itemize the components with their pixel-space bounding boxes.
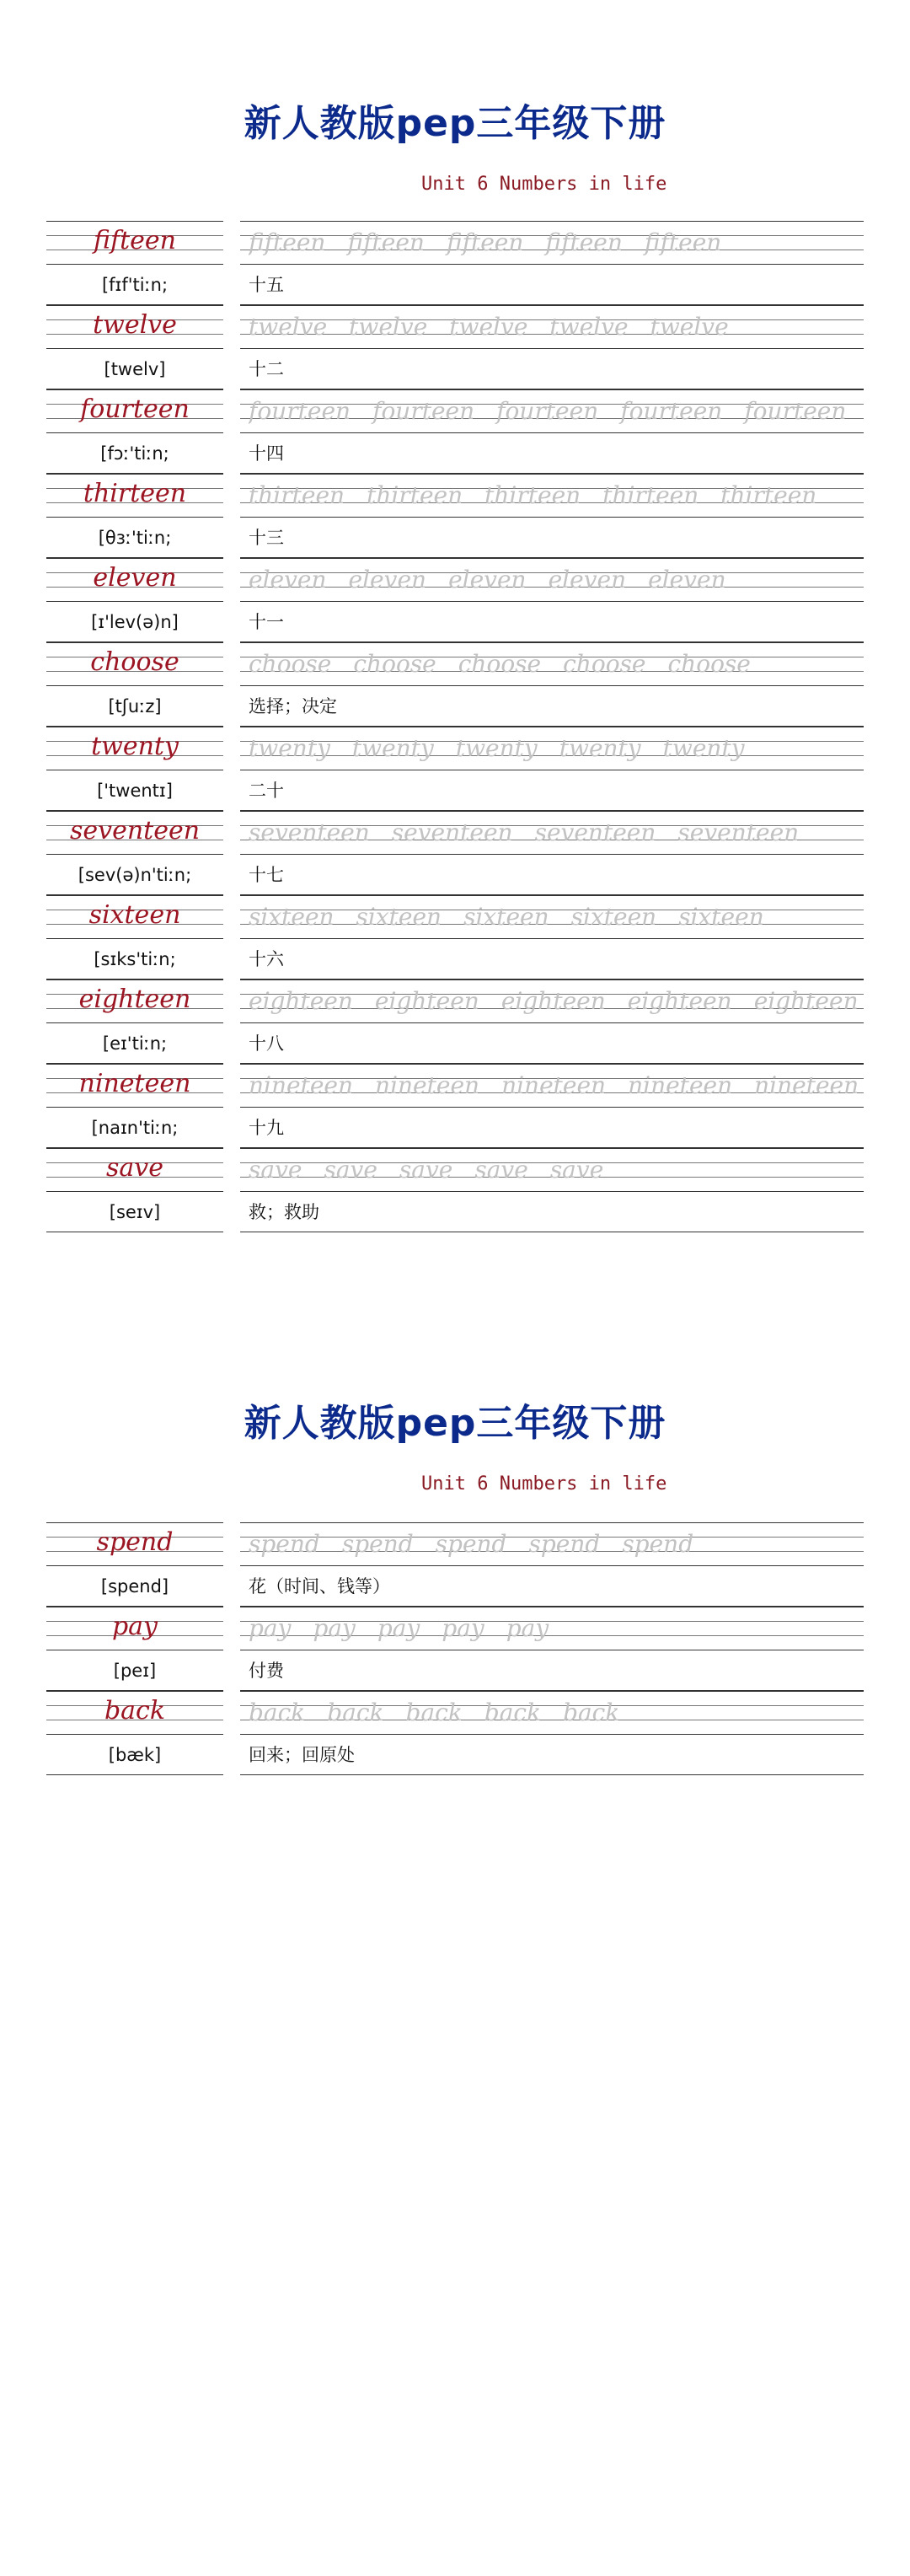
trace-word: save <box>549 1156 604 1183</box>
trace-word: back <box>249 1699 306 1726</box>
vocab-row <box>0 642 910 727</box>
trace-word: fourteen <box>249 397 351 425</box>
vocab-row <box>0 811 910 895</box>
meaning: 十九 <box>249 1118 284 1138</box>
meaning: 十三 <box>249 528 284 548</box>
vocab-row <box>0 979 910 1064</box>
trace-word: pay <box>249 1614 292 1642</box>
vocab-row <box>0 305 910 389</box>
phonetic: [eɪ'tiːn; <box>102 1033 168 1054</box>
trace-word: back <box>405 1699 463 1726</box>
vocab-word: eighteen <box>78 985 191 1014</box>
trace-practice <box>249 979 864 1023</box>
trace-word: eleven <box>348 566 427 593</box>
meaning: 选择；决定 <box>249 696 337 716</box>
trace-word: pay <box>313 1614 356 1642</box>
trace-practice <box>249 642 864 686</box>
answer-line <box>240 518 864 558</box>
trace-word: fourteen <box>372 397 475 425</box>
meaning: 付费 <box>249 1661 284 1681</box>
vocab-word: sixteen <box>88 900 181 930</box>
trace-practice <box>249 1691 864 1735</box>
trace-word: twelve <box>650 313 729 341</box>
phonetic: ['twentɪ] <box>97 781 173 801</box>
trace-word: twenty <box>249 734 330 762</box>
vocab-row <box>0 474 910 558</box>
vocab-row <box>0 389 910 474</box>
vocab-word: eleven <box>93 563 177 593</box>
trace-word: fifteen <box>249 228 326 256</box>
vocab-row <box>0 1064 910 1148</box>
phonetic: [sɪks'tiːn; <box>94 949 176 969</box>
phonetic: [spend] <box>100 1576 169 1597</box>
phonetic: [peɪ] <box>113 1661 157 1681</box>
trace-word: seventeen <box>249 818 370 846</box>
meaning: 十六 <box>249 949 284 969</box>
unit-title: Unit 6 Numbers in life <box>421 174 667 195</box>
answer-line <box>240 349 864 389</box>
trace-practice <box>249 811 864 855</box>
trace-word: twenty <box>662 734 745 762</box>
trace-practice <box>249 305 864 349</box>
trace-word: spend <box>341 1530 414 1558</box>
trace-word: choose <box>353 650 436 678</box>
phonetic: [naɪn'tiːn; <box>91 1118 179 1138</box>
trace-word: eighteen <box>627 987 732 1015</box>
trace-word: thirteen <box>367 481 463 509</box>
trace-word: save <box>399 1156 453 1183</box>
vocab-word: fourteen <box>80 394 190 424</box>
meaning: 花（时间、钱等） <box>249 1576 390 1597</box>
trace-practice <box>249 558 864 602</box>
vocab-row <box>0 895 910 979</box>
trace-word: pay <box>377 1614 420 1642</box>
trace-word: spend <box>622 1530 694 1558</box>
phonetic: [seɪv] <box>109 1202 161 1222</box>
trace-word: choose <box>563 650 646 678</box>
trace-word: twenty <box>351 734 434 762</box>
trace-word: choose <box>458 650 542 678</box>
trace-word: back <box>484 1699 542 1726</box>
vocab-word: seventeen <box>69 816 201 845</box>
trace-word: fourteen <box>496 397 599 425</box>
vocab-word: spend <box>96 1527 174 1557</box>
phonetic: [θɜː'tiːn; <box>98 528 172 548</box>
trace-word: twelve <box>249 313 328 341</box>
vocab-row <box>0 221 910 305</box>
phonetic: [fɔː'tiːn; <box>100 443 169 464</box>
trace-word: eighteen <box>374 987 479 1015</box>
trace-word: save <box>249 1156 302 1183</box>
trace-practice <box>249 389 864 433</box>
vocab-row <box>0 558 910 642</box>
trace-word: sixteen <box>570 903 657 931</box>
trace-word: back <box>563 1699 620 1726</box>
trace-word: seventeen <box>534 818 656 846</box>
vocab-word: save <box>106 1153 163 1183</box>
trace-word: eleven <box>448 566 527 593</box>
trace-word: back <box>327 1699 384 1726</box>
trace-word: twelve <box>349 313 428 341</box>
trace-word: save <box>474 1156 528 1183</box>
trace-word: eighteen <box>753 987 859 1015</box>
trace-word: spend <box>435 1530 507 1558</box>
trace-word: choose <box>667 650 751 678</box>
trace-word: fifteen <box>545 228 623 256</box>
trace-word: spend <box>249 1530 320 1558</box>
meaning: 十七 <box>249 865 284 885</box>
answer-line <box>240 1192 864 1232</box>
answer-line <box>240 433 864 474</box>
trace-word: eleven <box>548 566 627 593</box>
trace-word: twenty <box>455 734 538 762</box>
vocab-word: fifteen <box>94 226 176 255</box>
vocab-row <box>0 1691 910 1775</box>
trace-word: nineteen <box>249 1071 354 1099</box>
meaning: 十一 <box>249 612 284 632</box>
trace-word: fourteen <box>744 397 847 425</box>
phonetic: [tʃuːz] <box>108 696 162 716</box>
trace-word: thirteen <box>484 481 581 509</box>
vocab-row <box>0 1607 910 1691</box>
trace-word: sixteen <box>678 903 764 931</box>
trace-word: twelve <box>449 313 528 341</box>
meaning: 回来；回原处 <box>249 1745 355 1765</box>
trace-word: eleven <box>648 566 726 593</box>
trace-word: sixteen <box>463 903 549 931</box>
trace-word: sixteen <box>356 903 442 931</box>
answer-line <box>240 939 864 979</box>
meaning: 十五 <box>249 275 284 295</box>
vocab-row <box>0 1522 910 1607</box>
trace-word: thirteen <box>249 481 345 509</box>
trace-word: seventeen <box>391 818 513 846</box>
answer-line <box>240 1650 864 1691</box>
trace-word: thirteen <box>720 481 817 509</box>
trace-word: save <box>324 1156 377 1183</box>
trace-word: nineteen <box>754 1071 859 1099</box>
vocab-word: choose <box>90 647 179 677</box>
page-title: 新人教版pep三年级下册 <box>244 102 666 145</box>
trace-word: spend <box>528 1530 601 1558</box>
trace-word: nineteen <box>501 1071 607 1099</box>
vocab-word: back <box>104 1696 166 1725</box>
unit-title: Unit 6 Numbers in life <box>421 1473 667 1495</box>
meaning: 十二 <box>249 359 284 379</box>
meaning: 二十 <box>249 781 284 801</box>
phonetic: [twelv] <box>104 359 166 379</box>
answer-line <box>240 1108 864 1148</box>
vocab-row <box>0 727 910 811</box>
trace-word: nineteen <box>375 1071 480 1099</box>
vocab-word: twelve <box>93 310 177 340</box>
trace-word: nineteen <box>628 1071 733 1099</box>
answer-line <box>240 770 864 811</box>
trace-word: fifteen <box>347 228 425 256</box>
trace-word: seventeen <box>677 818 800 846</box>
trace-word: eighteen <box>500 987 606 1015</box>
trace-word: eleven <box>249 566 327 593</box>
meaning: 十八 <box>249 1033 284 1054</box>
trace-practice <box>249 1607 864 1650</box>
answer-line <box>240 855 864 895</box>
answer-line <box>240 602 864 642</box>
trace-word: fifteen <box>644 228 722 256</box>
trace-word: fourteen <box>620 397 723 425</box>
trace-word: twelve <box>549 313 629 341</box>
trace-practice <box>249 727 864 770</box>
vocab-word: nineteen <box>78 1069 191 1098</box>
meaning: 十四 <box>249 443 284 464</box>
trace-word: pay <box>442 1614 484 1642</box>
trace-practice <box>249 1148 864 1192</box>
trace-word: fifteen <box>446 228 524 256</box>
trace-word: twenty <box>559 734 641 762</box>
vocab-word: pay <box>111 1612 158 1641</box>
trace-practice <box>249 474 864 518</box>
phonetic: [ɪ'lev(ə)n] <box>91 612 179 632</box>
page-title: 新人教版pep三年级下册 <box>244 1402 666 1445</box>
phonetic: [fɪf'tiːn; <box>101 275 169 295</box>
trace-practice <box>249 895 864 939</box>
trace-word: sixteen <box>249 903 335 931</box>
trace-practice <box>249 1064 864 1108</box>
phonetic: [bæk] <box>108 1745 162 1765</box>
trace-practice <box>249 221 864 265</box>
vocab-word: twenty <box>91 732 179 761</box>
phonetic: [sev(ə)n'tiːn; <box>78 865 192 885</box>
trace-word: pay <box>506 1614 549 1642</box>
trace-practice <box>249 1522 864 1566</box>
answer-line <box>240 1023 864 1064</box>
answer-line <box>240 265 864 305</box>
trace-word: choose <box>249 650 332 678</box>
vocab-row <box>0 1148 910 1232</box>
trace-word: thirteen <box>602 481 699 509</box>
trace-word: eighteen <box>249 987 353 1015</box>
meaning: 救；救助 <box>249 1202 319 1222</box>
vocab-word: thirteen <box>83 479 187 508</box>
